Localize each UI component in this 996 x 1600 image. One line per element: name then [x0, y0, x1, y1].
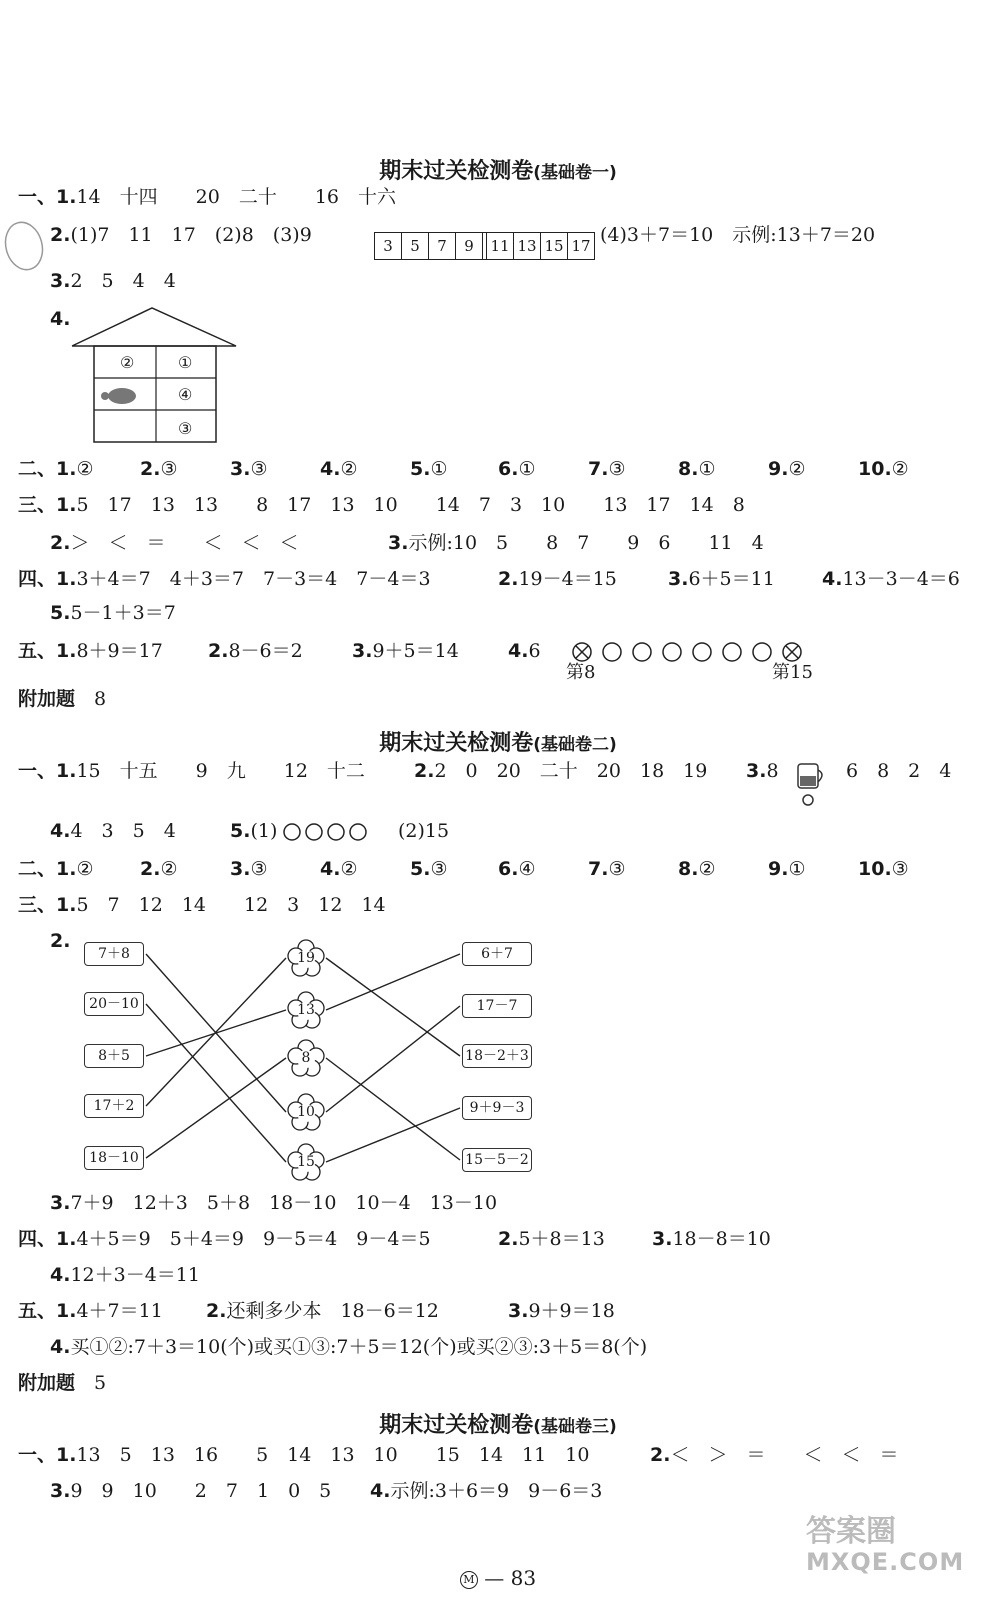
s2-q2-3: 3.③: [230, 858, 268, 880]
s1-q2: 二、1.②: [18, 458, 94, 480]
flower-1: 19: [288, 940, 324, 976]
s1-q1-2b: (4)3＋7＝10 示例:13＋7＝20: [600, 224, 876, 246]
grid-cell-1: ②: [120, 353, 135, 372]
s2-q1-3: 3.8: [746, 760, 779, 782]
s2-q4-1: 四、1.4＋5＝9 5＋4＝9 9－5＝4 9－4＝5: [18, 1228, 431, 1250]
s2-q1-4: 4.4 3 5 4: [50, 820, 176, 842]
grid-cell-4: ③: [178, 419, 193, 438]
s1-q2-4: 4.②: [320, 458, 358, 480]
s2-q1-3-values: 6 8 2 4: [846, 760, 952, 782]
left-box-4: 17＋2: [84, 1094, 144, 1118]
s2-q2-2: 2.②: [140, 858, 178, 880]
s1-q2-7: 7.③: [588, 458, 626, 480]
left-box-3: 8＋5: [84, 1044, 144, 1068]
page-mark-icon: M: [460, 1571, 478, 1589]
s2-q2-4: 4.②: [320, 858, 358, 880]
s1-q1-4: 4.: [50, 308, 71, 330]
watermark-url: MXQE.COM: [806, 1548, 965, 1576]
s1-q3-3: 3.示例:10 5 8 7 9 6 11 4: [388, 532, 764, 554]
right-box-4: 9＋9－3: [462, 1096, 532, 1120]
s2-q2: 二、1.②: [18, 858, 94, 880]
watermark-logo: 答案圈: [806, 1514, 896, 1549]
s1-q2-6: 6.①: [498, 458, 536, 480]
s2-q2-5: 5.③: [410, 858, 448, 880]
s2-q1-2: 2.2 0 20 二十 20 18 19: [414, 760, 708, 782]
left-box-1: 7＋8: [84, 942, 144, 966]
flower-4: 10: [288, 1094, 324, 1130]
left-box-2: 20－10: [84, 992, 144, 1016]
s2-q5-1: 五、1.4＋7＝11: [18, 1300, 163, 1322]
section-title-1: 期末过关检测卷(基础卷一): [379, 159, 617, 184]
s3-q1-1: 一、1.13 5 13 16 5 14 13 10 15 14 11 10: [18, 1444, 590, 1466]
s2-q3-3: 3.7＋9 12＋3 5＋8 18－10 10－4 13－10: [50, 1192, 498, 1214]
grid-cell-2: ①: [178, 353, 193, 372]
s1-q5-4: 4.6: [508, 640, 541, 662]
s1-q4-2: 2.19－4＝15: [498, 568, 617, 590]
s2-q1-5-2: (2)15: [398, 820, 450, 842]
s3-q1-4: 4.示例:3＋6＝9 9－6＝3: [370, 1480, 603, 1502]
circle-label-8: 第8: [566, 662, 596, 683]
flower-3: 8: [288, 1040, 324, 1076]
page-number: M — 83: [0, 1566, 996, 1590]
right-box-1: 6＋7: [462, 942, 532, 966]
s2-q5-3: 3.9＋9＝18: [508, 1300, 615, 1322]
s1-q4-3: 3.6＋5＝11: [668, 568, 775, 590]
s1-q3-2: 2.＞ ＜ ＝ ＜ ＜ ＜: [50, 532, 299, 554]
s2-q3-2: 2.: [50, 930, 71, 952]
s1-q1-3: 3.2 5 4 4: [50, 270, 176, 292]
s2-q2-10: 10.③: [858, 858, 909, 880]
s1-q4-1: 四、1.3＋4＝7 4＋3＝7 7－3＝4 7－4＝3: [18, 568, 431, 590]
s1-q2-10: 10.②: [858, 458, 909, 480]
s1-q1-2a: 2.(1)7 11 17 (2)8 (3)9: [50, 224, 312, 246]
left-box-5: 18－10: [84, 1146, 144, 1170]
s3-q1-3: 3.9 9 10 2 7 1 0 5: [50, 1480, 332, 1502]
s1-q5-3: 3.9＋5＝14: [352, 640, 459, 662]
s1-q2-8: 8.①: [678, 458, 716, 480]
s2-q1-5: 5.(1): [230, 820, 278, 842]
section-title-2: 期末过关检测卷(基础卷二): [379, 731, 617, 756]
s1-q2-5: 5.①: [410, 458, 448, 480]
s2-q2-9: 9.①: [768, 858, 806, 880]
s2-q4-4: 4.12＋3－4＝11: [50, 1264, 200, 1286]
s1-q4-5: 5.5－1＋3＝7: [50, 602, 176, 624]
s1-q5-2: 2.8－6＝2: [208, 640, 303, 662]
s2-q5-4: 4.买①②:7＋3＝10(个)或买①③:7＋5＝12(个)或买②③:3＋5＝8(个): [50, 1336, 648, 1358]
s3-q1-2: 2.＜ ＞ ＝ ＜ ＜ ＝: [650, 1444, 899, 1466]
section-title-3: 期末过关检测卷(基础卷三): [379, 1413, 617, 1438]
s1-q1-1: 一、1.14 十四 20 二十 16 十六: [18, 186, 396, 208]
s1-q5-1: 五、1.8＋9＝17: [18, 640, 163, 662]
grid-cell-3: ④: [178, 385, 193, 404]
s2-q3-1: 三、1.5 7 12 14 12 3 12 14: [18, 894, 386, 916]
s2-q2-7: 7.③: [588, 858, 626, 880]
right-box-3: 18－2＋3: [462, 1044, 532, 1068]
flower-2: 13: [288, 992, 324, 1028]
s1-q2-2: 2.③: [140, 458, 178, 480]
s1-q3-1: 三、1.5 17 13 13 8 17 13 10 14 7 3 10 13 17 14 8: [18, 494, 745, 516]
s2-extra: 附加题 5: [18, 1372, 107, 1394]
s1-extra: 附加题 8: [18, 688, 107, 710]
s2-q1-1: 一、1.15 十五 9 九 12 十二: [18, 760, 365, 782]
right-box-5: 15－5－2: [462, 1148, 532, 1172]
circle-label-15: 第15: [772, 662, 813, 683]
number-sequence-box: 3 5 7 9 11 13 15 17: [374, 232, 595, 260]
s2-q2-8: 8.②: [678, 858, 716, 880]
s2-q4-3: 3.18－8＝10: [652, 1228, 771, 1250]
s1-q4-4: 4.13－3－4＝6: [822, 568, 960, 590]
s1-q2-3: 3.③: [230, 458, 268, 480]
s2-q2-6: 6.④: [498, 858, 536, 880]
s1-q2-9: 9.②: [768, 458, 806, 480]
s2-q5-2: 2.还剩多少本 18－6＝12: [206, 1300, 439, 1322]
right-box-2: 17－7: [462, 994, 532, 1018]
s2-q4-2: 2.5＋8＝13: [498, 1228, 605, 1250]
flower-5: 15: [288, 1144, 324, 1180]
